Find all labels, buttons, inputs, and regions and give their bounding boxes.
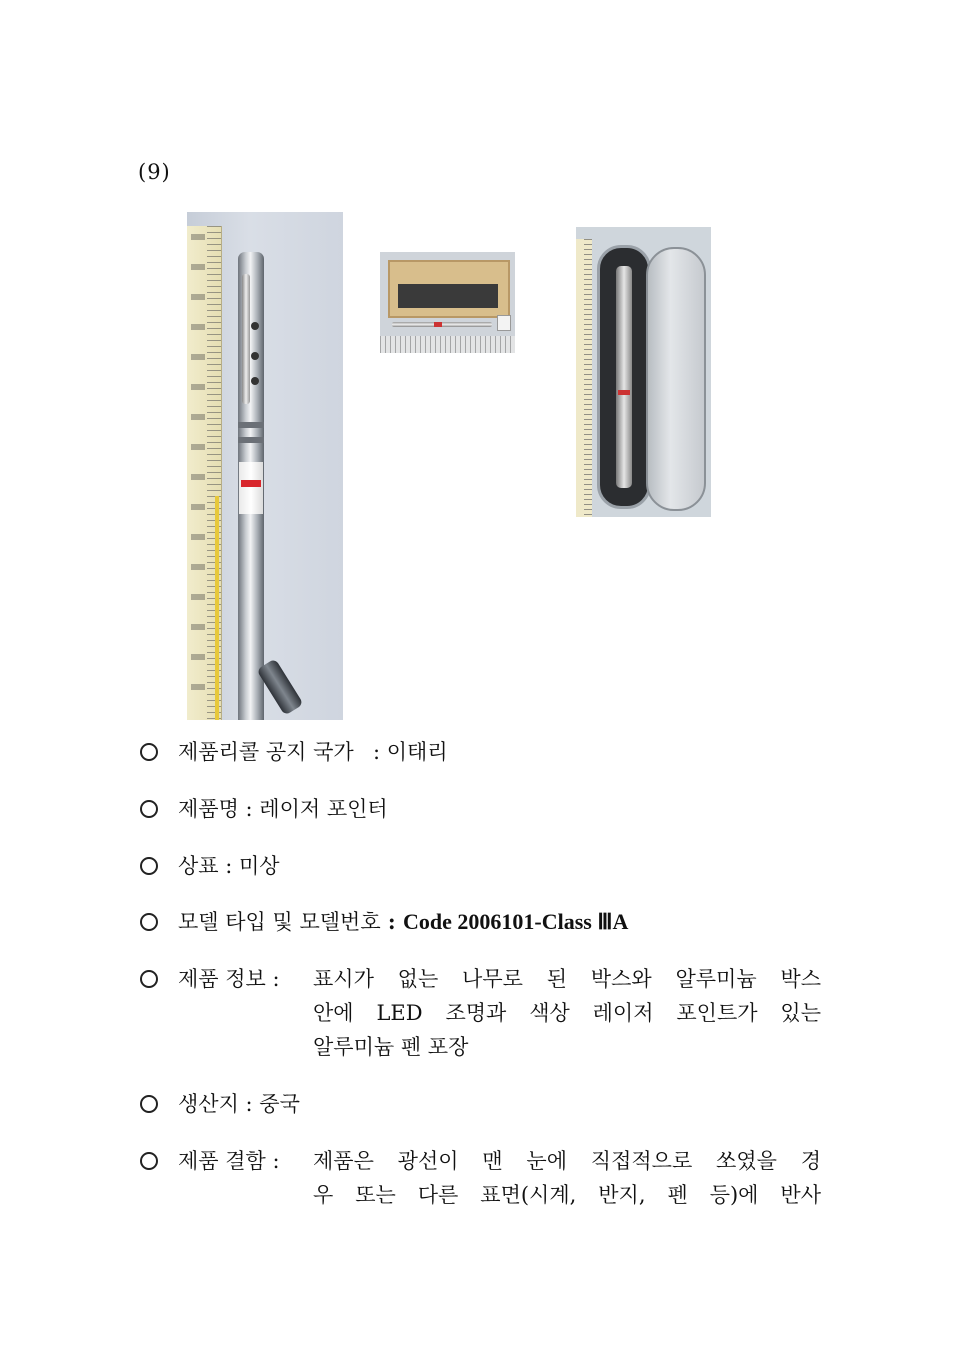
item-value-line: 우 또는 다른 표면(시계, 반지, 펜 등)에 반사 <box>313 1183 821 1207</box>
ruler <box>187 226 222 720</box>
item-label: 제품 정보 <box>178 967 266 991</box>
list-item: 제품 결함 : <box>140 1144 280 1178</box>
item-value: 중국 <box>259 1092 300 1116</box>
item-value-line: 안에 LED 조명과 색상 레이저 포인트가 있는 <box>313 1001 821 1025</box>
item-label: 제품명 <box>178 797 239 821</box>
item-label: 모델 타입 및 모델번호 <box>178 910 381 934</box>
bullet-circle-icon <box>140 800 158 818</box>
list-item: 모델 타입 및 모델번호 : Code 2006101-Class ⅢA <box>140 905 628 939</box>
bullet-circle-icon <box>140 743 158 761</box>
bullet-circle-icon <box>140 970 158 988</box>
item-value-line: 표시가 없는 나무로 된 박스와 알루미늄 박스 <box>313 967 821 991</box>
item-label: 상표 <box>178 854 219 878</box>
list-item: 제품 정보 : <box>140 962 280 996</box>
item-value-line: 알루미늄 펜 포장 <box>313 1035 469 1059</box>
metal-case-photo <box>576 227 711 517</box>
item-label: 제품 결함 <box>178 1149 266 1173</box>
item-label: 생산지 <box>178 1092 239 1116</box>
list-item: 제품명 : 레이저 포인터 <box>140 792 388 826</box>
laser-pen-with-ruler-photo <box>187 212 343 720</box>
section-index: (9) <box>138 160 171 184</box>
bullet-circle-icon <box>140 857 158 875</box>
item-value-line: 제품은 광선이 맨 눈에 직접적으로 쏘였을 경 <box>313 1149 821 1173</box>
item-label: 제품리콜 공지 국가 <box>178 740 354 764</box>
wooden-box-photo <box>380 252 515 353</box>
item-value: Code 2006101-Class ⅢA <box>402 909 629 934</box>
list-item: 제품리콜 공지 국가 : 이태리 <box>140 735 448 769</box>
bullet-circle-icon <box>140 913 158 931</box>
laser-pen <box>238 252 264 720</box>
list-item: 상표 : 미상 <box>140 849 280 883</box>
item-value: 이태리 <box>386 740 448 764</box>
item-value: 미상 <box>239 854 280 878</box>
bullet-circle-icon <box>140 1095 158 1113</box>
list-item: 생산지 : 중국 <box>140 1087 300 1121</box>
item-value: 레이저 포인터 <box>259 797 388 821</box>
bullet-circle-icon <box>140 1152 158 1170</box>
